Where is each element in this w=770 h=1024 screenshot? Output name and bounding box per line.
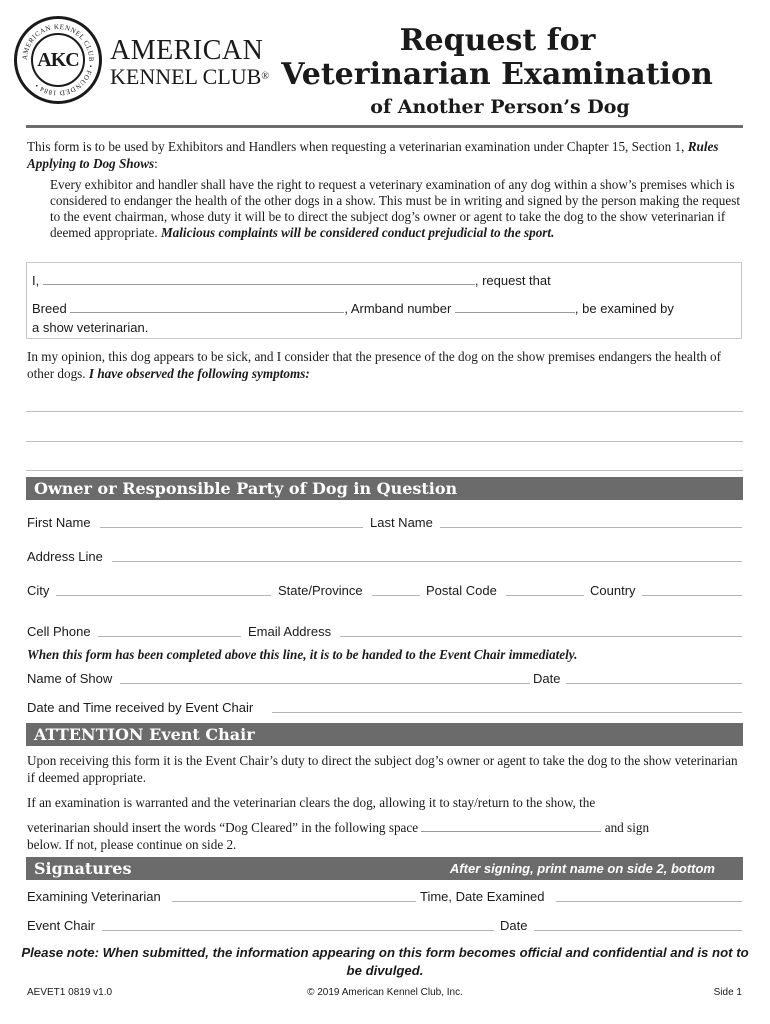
city-label: City: [27, 583, 50, 598]
chair-date-field[interactable]: [534, 930, 742, 931]
signatures-section-title: Signatures: [34, 859, 132, 878]
owner-section-title: Owner or Responsible Party of Dog in Question: [34, 479, 458, 498]
examined-by-label: , be examined by: [574, 301, 674, 316]
breed-label: Breed: [32, 301, 67, 316]
handoff-instruction: When this form has been completed above this line, it is to be handed to the Event Chair immediately.: [27, 647, 578, 662]
symptoms-line-1[interactable]: [26, 411, 743, 412]
seal-letters: AKC: [37, 48, 79, 71]
cell-phone-field[interactable]: [98, 636, 241, 637]
city-field[interactable]: [56, 595, 271, 596]
show-name-field[interactable]: [120, 683, 530, 684]
last-name-field[interactable]: [440, 527, 742, 528]
akc-seal-logo: [14, 16, 102, 104]
intro-rules: Rules Applying to Dog Shows: [27, 139, 719, 171]
state-label: State/Province: [278, 583, 363, 598]
symptoms-line-3[interactable]: [26, 470, 743, 471]
show-vet-label: a show veterinarian.: [32, 320, 149, 335]
copyright: © 2019 American Kennel Club, Inc.: [307, 987, 463, 998]
vet-label: Examining Veterinarian: [27, 889, 161, 904]
armband-label: , Armband number: [344, 301, 452, 316]
seal-ring-text: AMERICAN KENNEL CLUB • FOUNDED 1884 •: [20, 22, 96, 98]
i-label: I,: [32, 273, 40, 288]
chair-label: Event Chair: [27, 918, 95, 933]
symptoms-line-2[interactable]: [26, 441, 743, 442]
opinion-text: In my opinion, this dog appears to be sick, and I consider that the presence of the dog on the show premises endangers the health of other dogs.: [27, 349, 721, 381]
vet-signature-field[interactable]: [172, 901, 416, 902]
cleared-instruction: veterinarian should insert the words “Dog Cleared” in the following space: [27, 820, 419, 835]
owner-section-header: [26, 477, 743, 500]
dog-cleared-field[interactable]: [421, 819, 601, 832]
attention-section-header: [26, 723, 743, 746]
intro-text: This form is to be used by Exhibitors and Handlers when requesting a veterinarian examination under Chapter 15, Section 1,: [27, 139, 688, 154]
attention-paragraph-1: Upon receiving this form it is the Event Chair’s duty to direct the subject dog’s owner or agent to take the dog to the show veterinarian if deemed appropriate.: [27, 753, 738, 785]
form-code: AEVET1 0819 v1.0: [27, 987, 113, 998]
state-field[interactable]: [372, 595, 420, 596]
request-that-label: , request that: [474, 273, 551, 288]
logo-name-text: KENNEL CLUB: [110, 64, 262, 89]
address-field[interactable]: [112, 561, 742, 562]
header-divider: [26, 125, 743, 128]
intro-colon: :: [154, 156, 158, 171]
title-line1: Request for: [399, 23, 596, 58]
breed-field[interactable]: [70, 300, 344, 313]
show-date-field[interactable]: [566, 683, 742, 684]
opinion-paragraph: [27, 348, 745, 382]
armband-field[interactable]: [455, 300, 575, 313]
time-date-label: Time, Date Examined: [420, 889, 545, 904]
title-line2: Veterinarian Examination: [281, 57, 713, 92]
email-label: Email Address: [248, 624, 332, 639]
received-label: Date and Time received by Event Chair: [27, 700, 254, 715]
attention-section-title: ATTENTION Event Chair: [34, 725, 255, 744]
and-sign-label: and sign: [604, 820, 650, 835]
continue-instruction: below. If not, please continue on side 2.: [27, 837, 237, 852]
country-field[interactable]: [642, 595, 742, 596]
requester-name-field[interactable]: [43, 272, 475, 285]
postal-label: Postal Code: [426, 583, 497, 598]
page-side: Side 1: [713, 987, 742, 998]
received-field[interactable]: [272, 712, 742, 713]
first-name-label: First Name: [27, 515, 91, 530]
show-name-label: Name of Show: [27, 671, 113, 686]
chair-signature-field[interactable]: [102, 930, 494, 931]
country-label: Country: [590, 583, 636, 598]
rule-quote: [50, 177, 740, 241]
cell-phone-label: Cell Phone: [27, 624, 91, 639]
attention-paragraph-3: [27, 819, 745, 853]
registered-mark: ®: [261, 71, 269, 82]
logo-name-line1: AMERICAN: [110, 35, 264, 66]
time-date-field[interactable]: [556, 901, 742, 902]
title-line3: of Another Person’s Dog: [370, 96, 630, 118]
quote-text: Every exhibitor and handler shall have the right to request a veterinary examination of any dog within a show’s premises which is considered to endanger the health of the other dogs in a show. This must be in writing and signed by the person making the request to the event chairman, whose duty it will be to direct the subject dog’s owner or agent to take the dog to the show veterinarian if deemed appropriate.: [50, 177, 740, 240]
confidential-note: Please note: When submitted, the information appearing on this form becomes official and confidential and is not to be divulged.: [21, 945, 749, 978]
logo-name-line2: [110, 66, 269, 88]
breed-row: [32, 300, 674, 317]
requester-row: [32, 272, 551, 289]
attention-paragraph-2: If an examination is warranted and the veterinarian clears the dog, allowing it to stay/return to the show, the: [27, 795, 596, 810]
signatures-section-header: [26, 857, 743, 880]
last-name-label: Last Name: [370, 515, 433, 530]
postal-field[interactable]: [506, 595, 584, 596]
chair-date-label: Date: [500, 918, 528, 933]
address-label: Address Line: [27, 549, 103, 564]
intro-paragraph: [27, 138, 745, 172]
opinion-italic: I have observed the following symptoms:: [88, 366, 310, 381]
quote-italic: Malicious complaints will be considered conduct prejudicial to the sport.: [160, 225, 555, 240]
seal-center: [31, 33, 85, 87]
first-name-field[interactable]: [100, 527, 363, 528]
signatures-note: After signing, print name on side 2, bottom: [449, 861, 715, 876]
show-date-label: Date: [533, 671, 561, 686]
email-field[interactable]: [340, 636, 742, 637]
